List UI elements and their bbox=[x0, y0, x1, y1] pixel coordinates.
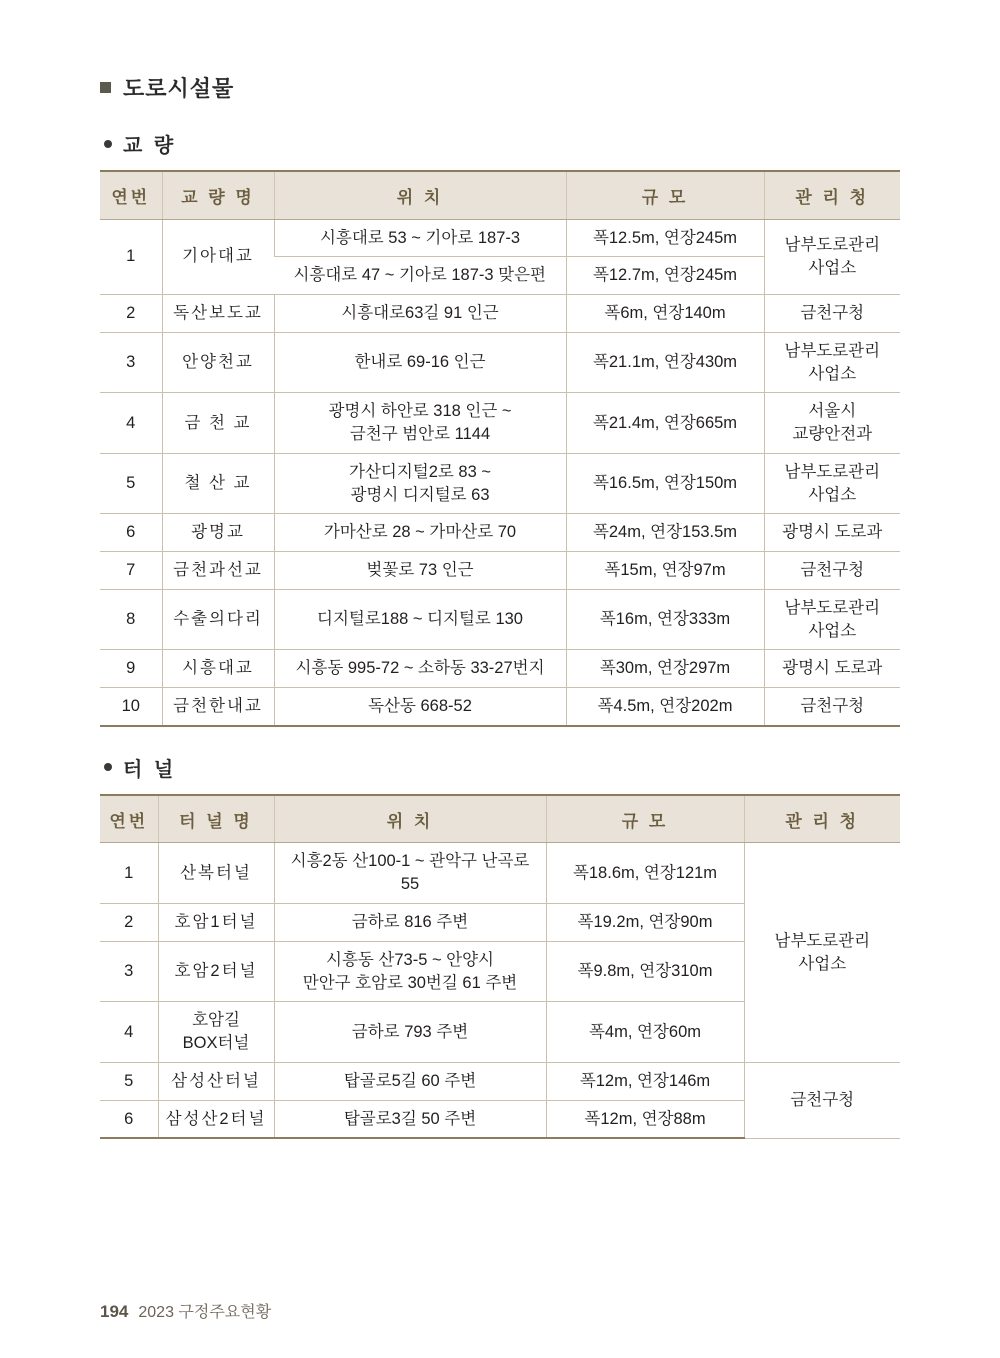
cell-name: 독산보도교 bbox=[162, 295, 274, 333]
cell-name: 호암2터널 bbox=[158, 941, 274, 1002]
cell-no: 5 bbox=[100, 453, 162, 514]
cell-location: 시흥2동 산100-1 ~ 관악구 난곡로 55 bbox=[274, 843, 546, 904]
cell-authority: 금천구청 bbox=[744, 1062, 900, 1138]
cell-no: 4 bbox=[100, 393, 162, 454]
cell-no: 6 bbox=[100, 514, 162, 552]
cell-location: 시흥동 995-72 ~ 소하동 33-27번지 bbox=[274, 650, 566, 688]
cell-scale: 폭9.8m, 연장310m bbox=[546, 941, 744, 1002]
table-row bbox=[100, 1062, 900, 1100]
cell-location: 가마산로 28 ~ 가마산로 70 bbox=[274, 514, 566, 552]
column-header-authority: 관 리 청 bbox=[744, 795, 900, 843]
bridge-table bbox=[100, 170, 900, 727]
dot-bullet-icon bbox=[104, 763, 112, 771]
cell-scale: 폭16.5m, 연장150m bbox=[566, 453, 764, 514]
cell-location: 벚꽃로 73 인근 bbox=[274, 552, 566, 590]
cell-location: 독산동 668-52 bbox=[274, 688, 566, 726]
column-header-no: 연번 bbox=[100, 171, 162, 219]
cell-name: 철 산 교 bbox=[162, 453, 274, 514]
page-number: 194 bbox=[100, 1302, 129, 1321]
cell-name: 시흥대교 bbox=[162, 650, 274, 688]
cell-location: 시흥대로 47 ~ 기아로 187-3 맞은편 bbox=[274, 257, 566, 295]
cell-scale: 폭21.1m, 연장430m bbox=[566, 332, 764, 393]
cell-scale: 폭12.7m, 연장245m bbox=[566, 257, 764, 295]
section-heading bbox=[100, 72, 900, 103]
cell-scale: 폭19.2m, 연장90m bbox=[546, 904, 744, 942]
cell-authority: 남부도로관리 사업소 bbox=[764, 453, 900, 514]
column-header-scale: 규 모 bbox=[546, 795, 744, 843]
column-header-scale: 규 모 bbox=[566, 171, 764, 219]
table-row bbox=[100, 688, 900, 726]
table-header-row bbox=[100, 171, 900, 219]
cell-authority two-line: 남부도로관리 사업소 bbox=[764, 219, 900, 295]
cell-no: 6 bbox=[100, 1100, 158, 1138]
cell-authority: 금천구청 bbox=[764, 688, 900, 726]
cell-scale: 폭12m, 연장146m bbox=[546, 1062, 744, 1100]
table-row bbox=[100, 843, 900, 904]
cell-no: 2 bbox=[100, 904, 158, 942]
cell-location: 시흥동 산73-5 ~ 안양시 만안구 호암로 30번길 61 주변 bbox=[274, 941, 546, 1002]
page-footer bbox=[100, 1299, 271, 1322]
cell-scale: 폭24m, 연장153.5m bbox=[566, 514, 764, 552]
cell-authority: 남부도로관리 사업소 bbox=[764, 589, 900, 650]
cell-no: 3 bbox=[100, 941, 158, 1002]
cell-name: 금 천 교 bbox=[162, 393, 274, 454]
table-row bbox=[100, 514, 900, 552]
cell-location: 금하로 816 주변 bbox=[274, 904, 546, 942]
column-header-authority: 관 리 청 bbox=[764, 171, 900, 219]
section-title: 도로시설물 bbox=[123, 76, 235, 101]
cell-scale: 폭12m, 연장88m bbox=[546, 1100, 744, 1138]
cell-no: 7 bbox=[100, 552, 162, 590]
cell-authority: 금천구청 bbox=[764, 552, 900, 590]
cell-name: 삼성산2터널 bbox=[158, 1100, 274, 1138]
table-row bbox=[100, 650, 900, 688]
cell-scale: 폭18.6m, 연장121m bbox=[546, 843, 744, 904]
cell-name: 안양천교 bbox=[162, 332, 274, 393]
cell-location: 탑골로3길 50 주변 bbox=[274, 1100, 546, 1138]
subsection-heading-bridge bbox=[104, 129, 900, 158]
table-row bbox=[100, 453, 900, 514]
cell-location: 탑골로5길 60 주변 bbox=[274, 1062, 546, 1100]
column-header-no: 연번 bbox=[100, 795, 158, 843]
cell-no: 4 bbox=[100, 1002, 158, 1063]
cell-authority: 서울시 교량안전과 bbox=[764, 393, 900, 454]
dot-bullet-icon bbox=[104, 140, 112, 148]
cell-name: 광명교 bbox=[162, 514, 274, 552]
cell-name: 호암1터널 bbox=[158, 904, 274, 942]
cell-name: 기아대교 bbox=[162, 219, 274, 295]
cell-authority: 금천구청 bbox=[764, 295, 900, 333]
cell-location: 시흥대로 53 ~ 기아로 187-3 bbox=[274, 219, 566, 257]
cell-scale: 폭4m, 연장60m bbox=[546, 1002, 744, 1063]
cell-authority: 남부도로관리 사업소 bbox=[764, 332, 900, 393]
column-header-location: 위 치 bbox=[274, 795, 546, 843]
cell-no: 5 bbox=[100, 1062, 158, 1100]
cell-no: 2 bbox=[100, 295, 162, 333]
cell-name: 호암길 BOX터널 bbox=[158, 1002, 274, 1063]
cell-location: 금하로 793 주변 bbox=[274, 1002, 546, 1063]
cell-name: 금천한내교 bbox=[162, 688, 274, 726]
cell-location: 광명시 하안로 318 인근 ~ 금천구 범안로 1144 bbox=[274, 393, 566, 454]
cell-scale: 폭30m, 연장297m bbox=[566, 650, 764, 688]
footer-text: 2023 구정주요현황 bbox=[138, 1304, 272, 1321]
cell-no: 8 bbox=[100, 589, 162, 650]
table-row bbox=[100, 393, 900, 454]
cell-no: 9 bbox=[100, 650, 162, 688]
column-header-name: 터 널 명 bbox=[158, 795, 274, 843]
table-header-row bbox=[100, 795, 900, 843]
cell-name: 삼성산터널 bbox=[158, 1062, 274, 1100]
cell-authority: 남부도로관리 사업소 bbox=[744, 843, 900, 1062]
cell-scale: 폭16m, 연장333m bbox=[566, 589, 764, 650]
table-row bbox=[100, 332, 900, 393]
cell-name: 수출의다리 bbox=[162, 589, 274, 650]
subsection-title-tunnel: 터 널 bbox=[123, 758, 177, 781]
square-bullet-icon bbox=[100, 82, 111, 93]
cell-scale: 폭15m, 연장97m bbox=[566, 552, 764, 590]
cell-no: 3 bbox=[100, 332, 162, 393]
cell-location: 한내로 69-16 인근 bbox=[274, 332, 566, 393]
cell-location: 가산디지털2로 83 ~ 광명시 디지털로 63 bbox=[274, 453, 566, 514]
cell-location: 시흥대로63길 91 인근 bbox=[274, 295, 566, 333]
table-row bbox=[100, 219, 900, 257]
cell-scale: 폭4.5m, 연장202m bbox=[566, 688, 764, 726]
cell-no: 1 bbox=[100, 219, 162, 295]
table-row bbox=[100, 552, 900, 590]
column-header-location: 위 치 bbox=[274, 171, 566, 219]
table-row bbox=[100, 295, 900, 333]
cell-authority: 광명시 도로과 bbox=[764, 514, 900, 552]
tunnel-table bbox=[100, 794, 900, 1139]
cell-no: 10 bbox=[100, 688, 162, 726]
table-row bbox=[100, 589, 900, 650]
cell-no: 1 bbox=[100, 843, 158, 904]
subsection-title-bridge: 교 량 bbox=[123, 135, 177, 157]
column-header-name: 교 량 명 bbox=[162, 171, 274, 219]
cell-name: 산복터널 bbox=[158, 843, 274, 904]
cell-name: 금천과선교 bbox=[162, 552, 274, 590]
cell-scale: 폭12.5m, 연장245m bbox=[566, 219, 764, 257]
cell-scale: 폭21.4m, 연장665m bbox=[566, 393, 764, 454]
subsection-heading-tunnel bbox=[104, 753, 900, 782]
cell-authority: 광명시 도로과 bbox=[764, 650, 900, 688]
cell-scale: 폭6m, 연장140m bbox=[566, 295, 764, 333]
cell-location: 디지털로188 ~ 디지털로 130 bbox=[274, 589, 566, 650]
